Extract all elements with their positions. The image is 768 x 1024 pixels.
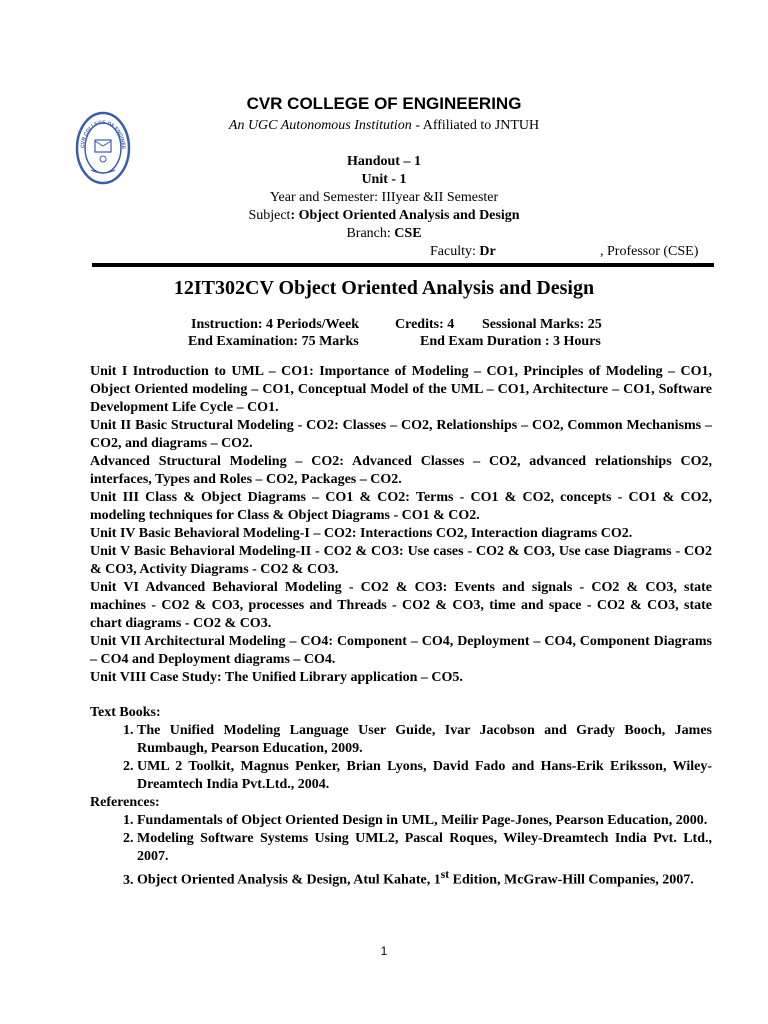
reference-text: Object Oriented Analysis & Design, Atul Kahate, 1	[137, 872, 441, 888]
page-number: 1	[380, 944, 388, 958]
exam-duration: End Exam Duration : 3 Hours	[420, 334, 601, 349]
references-heading: References:	[90, 795, 160, 810]
reference-item	[137, 866, 712, 890]
text-book-item: 1. The Unified Modeling Language User Guide, Ivar Jacobson and Grady Booch, James Rumbaugh, Pearson Education, 2009.	[137, 722, 712, 758]
logo-text: CVR COLLEGE OF ENGINEE	[79, 119, 127, 150]
text-books-heading: Text Books:	[90, 705, 161, 720]
subject-label: Subject	[248, 208, 291, 223]
sessional-marks: Sessional Marks: 25	[482, 317, 602, 332]
end-exam-marks: End Examination: 75 Marks	[188, 334, 359, 349]
references-list	[90, 812, 712, 890]
branch-line	[0, 225, 768, 243]
instruction-periods: Instruction: 4 Periods/Week	[191, 317, 359, 332]
syllabus-unit: Unit II Basic Structural Modeling - CO2: Classes – CO2, Relationships – CO2, Common Mechanisms – CO2, and diagrams – CO2.	[90, 418, 712, 451]
syllabus-unit: Unit I Introduction to UML – CO1: Importance of Modeling – CO1, Principles of Modeling – CO1, Object Oriented modeling – CO1, Conceptual Model of the UML – CO1, Architecture – CO1, Software Development Life Cycle – CO1.	[90, 364, 712, 415]
faculty-label: Faculty:	[430, 244, 480, 259]
syllabus-unit: Unit III Class & Object Diagrams – CO1 & CO2: Terms - CO1 & CO2, concepts - CO1 & CO2, modeling techniques for Class & Object Diagrams - CO1 & CO2.	[90, 490, 712, 523]
faculty-line	[430, 243, 699, 261]
affiliation-text: - Affiliated to JNTUH	[411, 118, 540, 133]
autonomous-text: An UGC Autonomous Institution	[228, 118, 412, 133]
course-title: 12IT302CV Object Oriented Analysis and Design	[173, 277, 595, 299]
branch-value: CSE	[394, 226, 422, 241]
year-semester: Year and Semester: IIIyear &II Semester	[269, 190, 499, 205]
syllabus-unit: Unit VI Advanced Behavioral Modeling - CO2 & CO3: Events and signals - CO2 & CO3, state machines - CO2 & CO3, processes and Threads - CO2 & CO3, time and space - CO2 & CO3, state chart diagrams - CO2 & CO3.	[90, 580, 712, 631]
books-section	[90, 704, 712, 890]
syllabus	[90, 363, 712, 687]
syllabus-unit: Advanced Structural Modeling – CO2: Advanced Classes – CO2, advanced relationships CO2, interfaces, Types and Roles – CO2, Packages – CO2.	[90, 454, 712, 487]
header-divider	[92, 263, 714, 267]
text-books-list	[90, 722, 712, 794]
syllabus-unit: Unit VII Architectural Modeling – CO4: Component – CO4, Deployment – CO4, Component Diagrams – CO4 and Deployment diagrams – CO4.	[90, 634, 712, 667]
unit-number: Unit - 1	[361, 172, 407, 187]
text-book-item: 2. UML 2 Toolkit, Magnus Penker, Brian Lyons, David Fado and Hans-Erik Eriksson, Wiley-Dreamtech India Pvt.Ltd., 2004.	[137, 758, 712, 794]
subject-line	[0, 207, 768, 225]
branch-label: Branch:	[346, 226, 395, 241]
reference-text: Edition, McGraw-Hill Companies, 2007.	[449, 872, 694, 888]
syllabus-unit: Unit VIII Case Study: The Unified Library application – CO5.	[90, 670, 463, 685]
faculty-name: Dr	[479, 244, 496, 259]
handout-number: Handout – 1	[347, 154, 421, 169]
reference-item: 1. Fundamentals of Object Oriented Design in UML, Meilir Page-Jones, Pearson Education, 2000.	[137, 812, 712, 830]
affiliation-line	[0, 118, 768, 134]
ordinal-superscript: st	[440, 868, 450, 881]
faculty-role: , Professor (CSE)	[600, 244, 699, 259]
syllabus-unit: Unit IV Basic Behavioral Modeling-I – CO2: Interactions CO2, Interaction diagrams CO2.	[90, 526, 633, 541]
credits: Credits: 4	[395, 317, 455, 332]
syllabus-unit: Unit V Basic Behavioral Modeling-II - CO2 & CO3: Use cases - CO2 & CO3, Use case Diagrams - CO2 & CO3, Activity Diagrams - CO2 & CO3.	[90, 544, 712, 577]
reference-item: 2. Modeling Software Systems Using UML2, Pascal Roques, Wiley-Dreamtech India Pvt. Ltd., 2007.	[137, 830, 712, 866]
subject-value: : Object Oriented Analysis and Design	[290, 208, 520, 223]
college-name: CVR COLLEGE OF ENGINEERING	[246, 94, 522, 113]
